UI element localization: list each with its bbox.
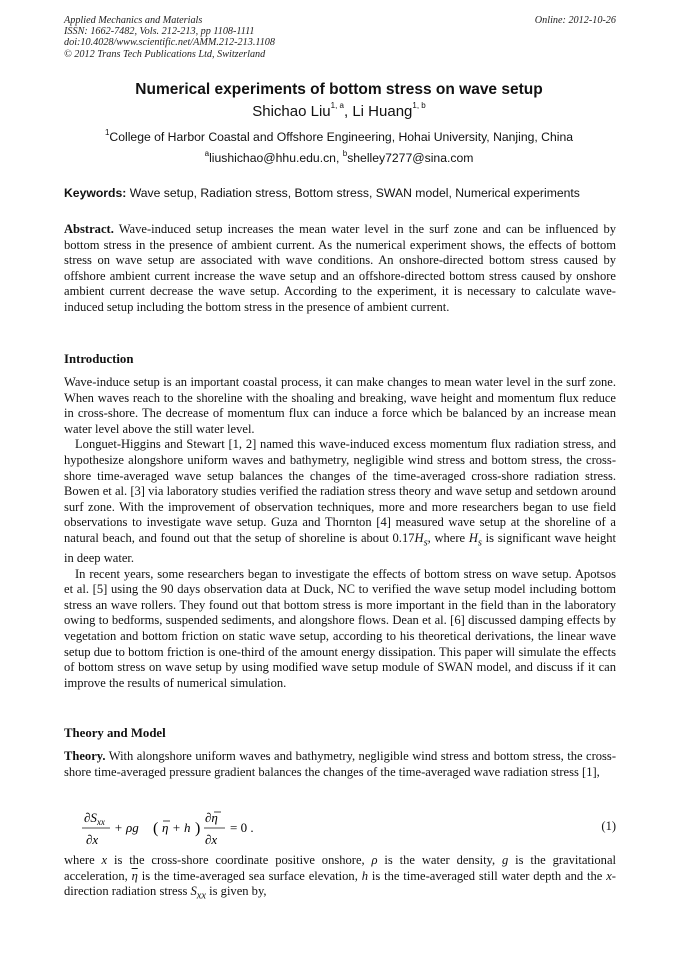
journal-header [64,15,616,60]
keywords-label: Keywords: [64,186,127,200]
issn: ISSN: 1662-7482, Vols. 212-213, pp 1108-1111 [64,26,255,38]
email-a[interactable]: liushichao@hhu.edu.cn [209,151,336,165]
author-1-sup: 1, a [330,101,344,110]
intro-paragraph-3: In recent years, some researchers began to investigate the effects of bottom stress on wave setup. Apotsos et al. [5] using the 90 days observation data at Duck, NC to verified the wave setup model including bottom stress an wave rollers. They found out that bottom stress is more important in the field than in the laboratory owing to bedforms, suspended sediments, and alongshore flows. Dean et al. [6] discussed damping effects by vegetation and bottom friction on static wave setup, according to his theoretical derivations, the linear wave setup due to bottom friction is one-third of the amount energy dissipation. This paper will simulate the effects of bottom stress on wave setup by using modified wave setup module of SWAN model, and discuss if it can improve the results of numerical simulation. [64,566,616,690]
email-b[interactable]: shelley7277@sina.com [347,151,474,165]
theory-heading: Theory and Model [64,726,166,740]
intro-paragraph-1: Wave-induce setup is an important coastal process, it can make changes to mean water level in the surf zone. When waves reach to the shoreline with the shoaling and breaking, wave height and momentum flux reduce in cross-shore. The decrease of momentum flux can induce a force which be balanced by an increase mean water level above the still water level. [64,375,616,436]
eq-rhs: = 0 . [230,820,254,835]
author-2-sup: 1, b [412,101,426,110]
equation-1 [80,807,616,851]
abstract-label: Abstract. [64,222,114,236]
eq-num2: ∂η [205,810,218,825]
journal-name: Applied Mechanics and Materials [64,15,203,26]
online-date: Online: 2012-10-26 [534,15,616,26]
emails [0,151,678,165]
theory-after-equation: where x is the cross-shore coordinate positive onshore, ρ is the water density, g is the gravitational acceleration, $\overline{\eta}$ is the time-averaged sea surface elevation, h is the time-averaged still water depth and the x-direction radiation stress $S_{xx}$ is given by, [64,853,616,902]
copyright: © 2012 Trans Tech Publications Ltd, Switzerland [64,48,266,60]
eq-den1: ∂x [86,832,99,847]
affiliation-text: College of Harbor Coastal and Offshore Engineering, Hohai University, Nanjing, China [109,130,574,144]
equation-number: (1) [601,819,616,833]
introduction-heading: Introduction [64,352,134,366]
doi: doi:10.4028/www.scientific.net/AMM.212-213.1108 [64,37,275,49]
eq-plus-h: + h [172,820,191,835]
eq-paren-open: ( [153,820,159,837]
abstract-text: Wave-induced setup increases the mean water level in the surf zone and can be influenced by bottom stress in the presence of ambient current. As the numerical experiment shows, the effects of bottom stress on wave setup are associated with wave conditions. An onshore-directed bottom stress caused by offshore ambient current increase the wave setup and an offshore-directed bottom stress caused by onshore ambient current decrease the wave setup. According to the experiment, it is necessary to calculate wave-induced setup including the bottom stress in the presence of ambient current. [64,222,616,314]
eq-paren-close: ) [195,820,201,837]
email-b-sup: b [342,149,348,158]
keywords [64,186,616,200]
intro-paragraph-2: Longuet-Higgins and Stewart [1, 2] named this wave-induced excess momentum flux radiation stress, and hypothesize alongshore uniform waves and bathymetry, negligible wind stress and bottom stress, the cross-shore time-averaged wave setup balances the changes of the time-averaged cross-shore radiation stress. Bowen et al. [3] via laboratory studies verified the radiation stress theory and wave setup and setdown around surf zone. With the improvement of observation techniques, more and more researchers began to use field observations to investigate wave setup. Guza and Thornton [4] measured wave setup at the shoreline of a natural beach, and found out that the setup of shoreline is about $0.17H_s$, where $H_s$ is significant wave height in deep water. [64,437,616,566]
eq-den2: ∂x [205,832,218,847]
introduction-body [64,375,616,691]
paper-title: Numerical experiments of bottom stress on wave setup [135,81,543,98]
eq-plus-rho-g: + ρg [114,820,139,835]
abstract [64,222,616,316]
author-separator: , [344,103,353,120]
eq-eta: η [162,820,169,835]
theory-text: With alongshore uniform waves and bathymetry, negligible wind stress and bottom stress, the cross-shore time-averaged pressure gradient balances the changes of the time-averaged wave radiation stress [1], [64,749,616,779]
theory-label: Theory. [64,749,106,763]
affiliation [0,130,678,144]
keywords-text: Wave setup, Radiation stress, Bottom stress, SWAN model, Numerical experiments [126,186,580,200]
email-a-sup: a [204,149,210,158]
eq-num1: $\partial S_{xx}$ [84,810,105,827]
authors [0,103,678,120]
email-separator: , [335,151,343,165]
affiliation-sup: 1 [104,128,110,137]
theory-body [64,749,616,780]
author-2: Li Huang [352,103,413,120]
author-1: Shichao Liu [252,103,331,120]
equation-svg [80,807,380,851]
